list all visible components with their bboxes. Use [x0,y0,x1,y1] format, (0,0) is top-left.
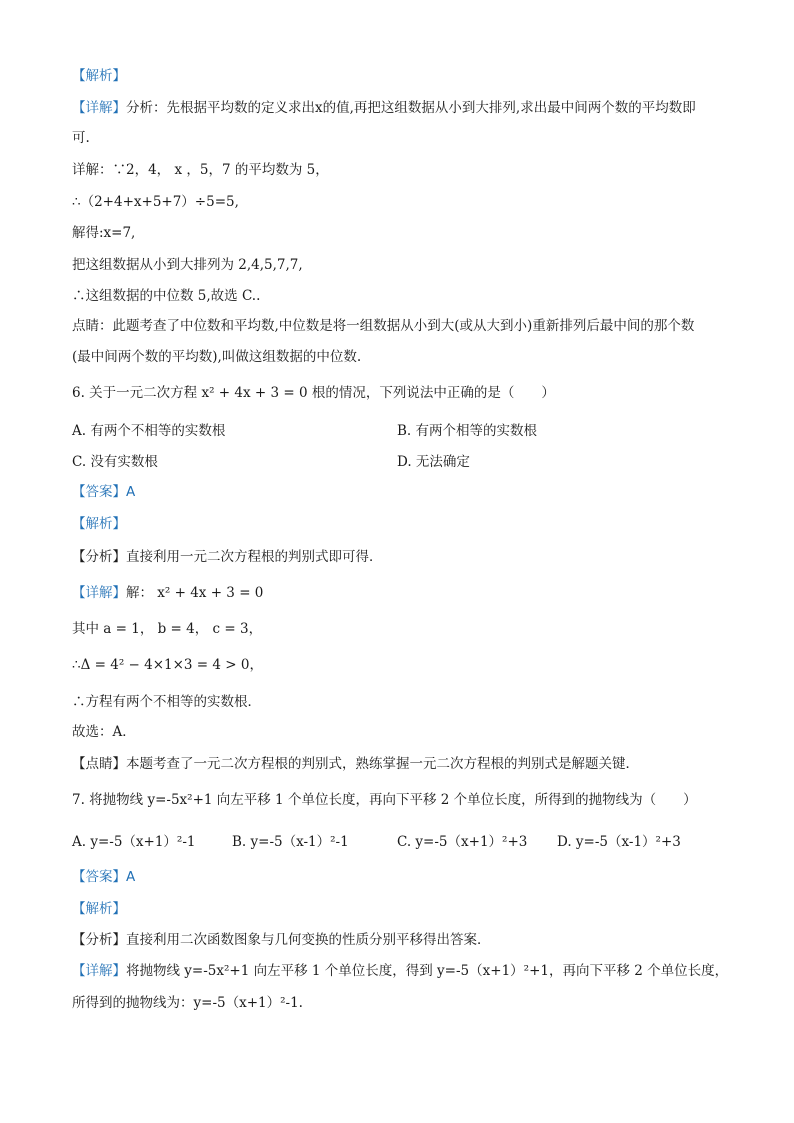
q5-comment-line2: (最中间两个数的平均数),叫做这组数据的中位数. [72,349,362,365]
q7-detail-2: 所得到的抛物线为：y=-5（x+1）²-1. [72,995,303,1011]
jiexi-header-q5: 【解析】 [72,68,126,84]
q6-option-d: D. 无法确定 [397,454,470,470]
q7-detail-1 [72,961,734,981]
xiangjie-tag-q5: 【详解】 [72,100,126,116]
q7-option-d: D. y=-5（x-1）²+3 [557,834,681,850]
q6-detail-tag: 【详解】 [72,585,126,601]
q6-answer: 【答案】A [72,484,136,500]
q5-detail-2: ∴（2+4+x+5+7）÷5=5, [72,194,239,210]
q5-analysis-line1: 分析：先根据平均数的定义求出x的值,再把这组数据从小到大排列,求出最中间两个数的平均数即 [126,100,696,116]
q6-option-a: A. 有两个不相等的实数根 [72,423,226,439]
q7-detail-tag: 【详解】 [72,963,126,979]
q6-option-b: B. 有两个相等的实数根 [397,423,538,439]
q6-detail-1 [72,583,734,603]
q7-option-c: C. y=-5（x+1）²+3 [397,834,528,850]
q5-detail-4: 把这组数据从小到大排列为 2,4,5,7,7, [72,257,303,273]
q7-stem: 7. 将抛物线 y=-5x²+1 向左平移 1 个单位长度，再向下平移 2 个单位长度，所得到的抛物线为（ ） [72,792,697,808]
q7-option-b: B. y=-5（x-1）²-1 [232,834,349,850]
q6-analysis: 【分析】直接利用一元二次方程根的判别式即可得． [72,549,383,565]
q6-detail-2: 其中 a = 1， b = 4， c = 3， [72,621,263,637]
q6-option-c: C. 没有实数根 [72,454,158,470]
q6-detail-4: ∴方程有两个不相等的实数根． [72,694,261,710]
q5-detail-1: 详解：∵2，4， x ，5，7 的平均数为 5， [72,162,329,178]
q6-detail-5: 故选：A． [72,724,136,740]
q5-detail-5: ∴这组数据的中位数 5,故选 C.. [72,288,261,304]
q6-detail-1-text: 解： x² + 4x + 3 = 0 [126,585,264,601]
q7-answer: 【答案】A [72,869,136,885]
q7-option-a: A. y=-5（x+1）²-1 [72,834,196,850]
q7-jiexi-header: 【解析】 [72,901,126,917]
q6-detail-3: ∴Δ = 4² − 4×1×3 = 4 > 0， [72,657,263,673]
q7-analysis: 【分析】直接利用二次函数图象与几何变换的性质分别平移得出答案． [72,932,491,948]
q5-comment-line1: 点睛：此题考查了中位数和平均数,中位数是将一组数据从小到大(或从大到小)重新排列后最中间的那个数 [72,318,695,334]
q6-stem: 6. 关于一元二次方程 x² + 4x + 3 = 0 根的情况，下列说法中正确的是（ ） [72,385,555,401]
q5-detail-intro [72,98,734,118]
q6-jiexi-header: 【解析】 [72,516,126,532]
q5-analysis-line2: 可. [72,130,90,146]
q7-detail-1-text: 将抛物线 y=-5x²+1 向左平移 1 个单位长度，得到 y=-5（x+1）²+1，再向下平移 2 个单位长度， [126,963,729,979]
q5-detail-3: 解得:x=7, [72,225,136,241]
q6-comment: 【点睛】本题考查了一元二次方程根的判别式，熟练掌握一元二次方程根的判别式是解题关键． [72,756,639,772]
